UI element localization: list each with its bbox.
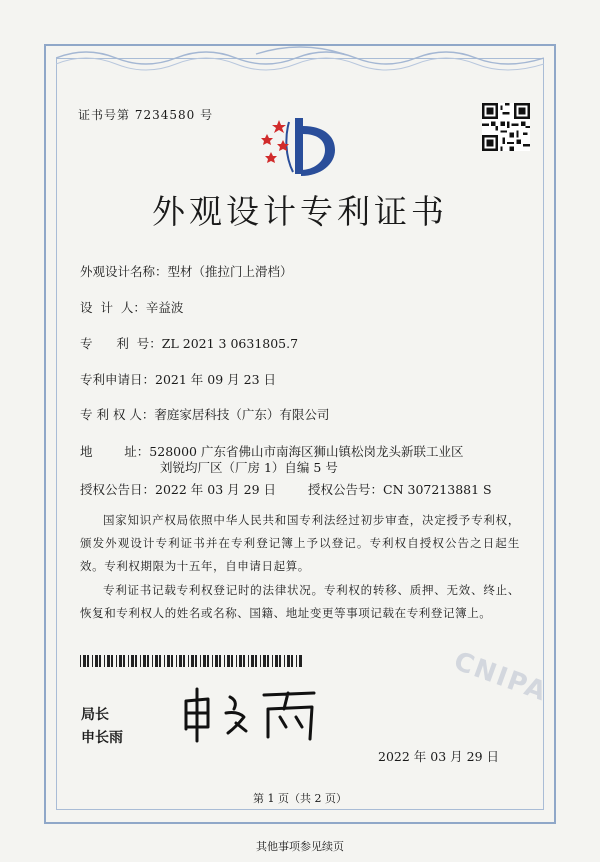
cert-number-value: 7234580 <box>134 108 196 122</box>
filing-date-label: 专利申请日： <box>80 372 156 387</box>
director-title: 局长 <box>81 707 109 723</box>
certificate-number <box>78 106 213 123</box>
patent-number-field <box>80 334 298 352</box>
address-line2-row <box>160 458 338 476</box>
signing-date: 2022 年 03 月 29 日 <box>378 749 499 764</box>
qr-code-icon <box>482 103 530 151</box>
patentee-value: 奢庭家居科技（广东）有限公司 <box>154 407 330 422</box>
director-signature <box>178 683 328 743</box>
design-name-value: 型材（推拉门上滑档） <box>167 264 293 279</box>
grant-number-field <box>308 480 492 498</box>
page-number: 第 1 页（共 2 页） <box>253 792 347 805</box>
decorative-border-ornament <box>56 44 544 72</box>
patent-office-logo <box>255 112 347 178</box>
filing-date-value: 2021 年 09 月 23 日 <box>155 372 277 387</box>
designer-field <box>80 298 183 316</box>
grant-number-label: 授权公告号： <box>308 482 384 497</box>
cnipa-watermark: CNIPA <box>449 646 552 708</box>
filing-date-field <box>80 370 276 388</box>
patent-number-label: 专 利 号： <box>80 336 162 351</box>
address-line1: 528000 广东省佛山市南海区狮山镇松岗龙头新联工业区 <box>149 444 464 459</box>
designer-value: 辛益波 <box>145 300 184 315</box>
designer-label: 设 计 人： <box>80 300 146 315</box>
certificate-title: 外观设计专利证书 <box>152 192 448 231</box>
cert-number-suffix: 号 <box>200 108 214 122</box>
barcode-icon <box>80 655 302 667</box>
grant-date-label: 授权公告日： <box>80 482 156 497</box>
patent-number-value: ZL 2021 3 0631805.7 <box>161 336 299 351</box>
patentee-field <box>80 405 329 423</box>
footer-note: 其他事项参见续页 <box>256 840 344 853</box>
address-line2: 刘锐均厂区（厂房 1）自编 5 号 <box>160 460 338 475</box>
grant-date-field <box>80 480 276 498</box>
grant-date-value: 2022 年 03 月 29 日 <box>155 482 277 497</box>
design-name-field <box>80 262 293 280</box>
cert-number-label: 证书号第 <box>78 108 131 122</box>
director-name: 申长雨 <box>81 730 123 746</box>
patentee-label: 专 利 权 人： <box>80 407 155 422</box>
design-name-label: 外观设计名称： <box>80 264 168 279</box>
grant-number-value: CN 307213881 S <box>383 482 492 497</box>
address-label: 地 址： <box>80 444 150 459</box>
legal-paragraph-2: 专利证书记载专利权登记时的法律状况。专利权的转移、质押、无效、终止、恢复和专利权人的姓名或名称、国籍、地址变更等事项记载在专利登记簿上。 <box>80 583 520 620</box>
legal-paragraph-1: 国家知识产权局依照中华人民共和国专利法经过初步审查，决定授予专利权，颁发外观设计专利证书并在专利登记簿上予以登记。专利权自授权公告之日起生效。专利权期限为十五年，自申请日起算。 <box>80 513 520 573</box>
